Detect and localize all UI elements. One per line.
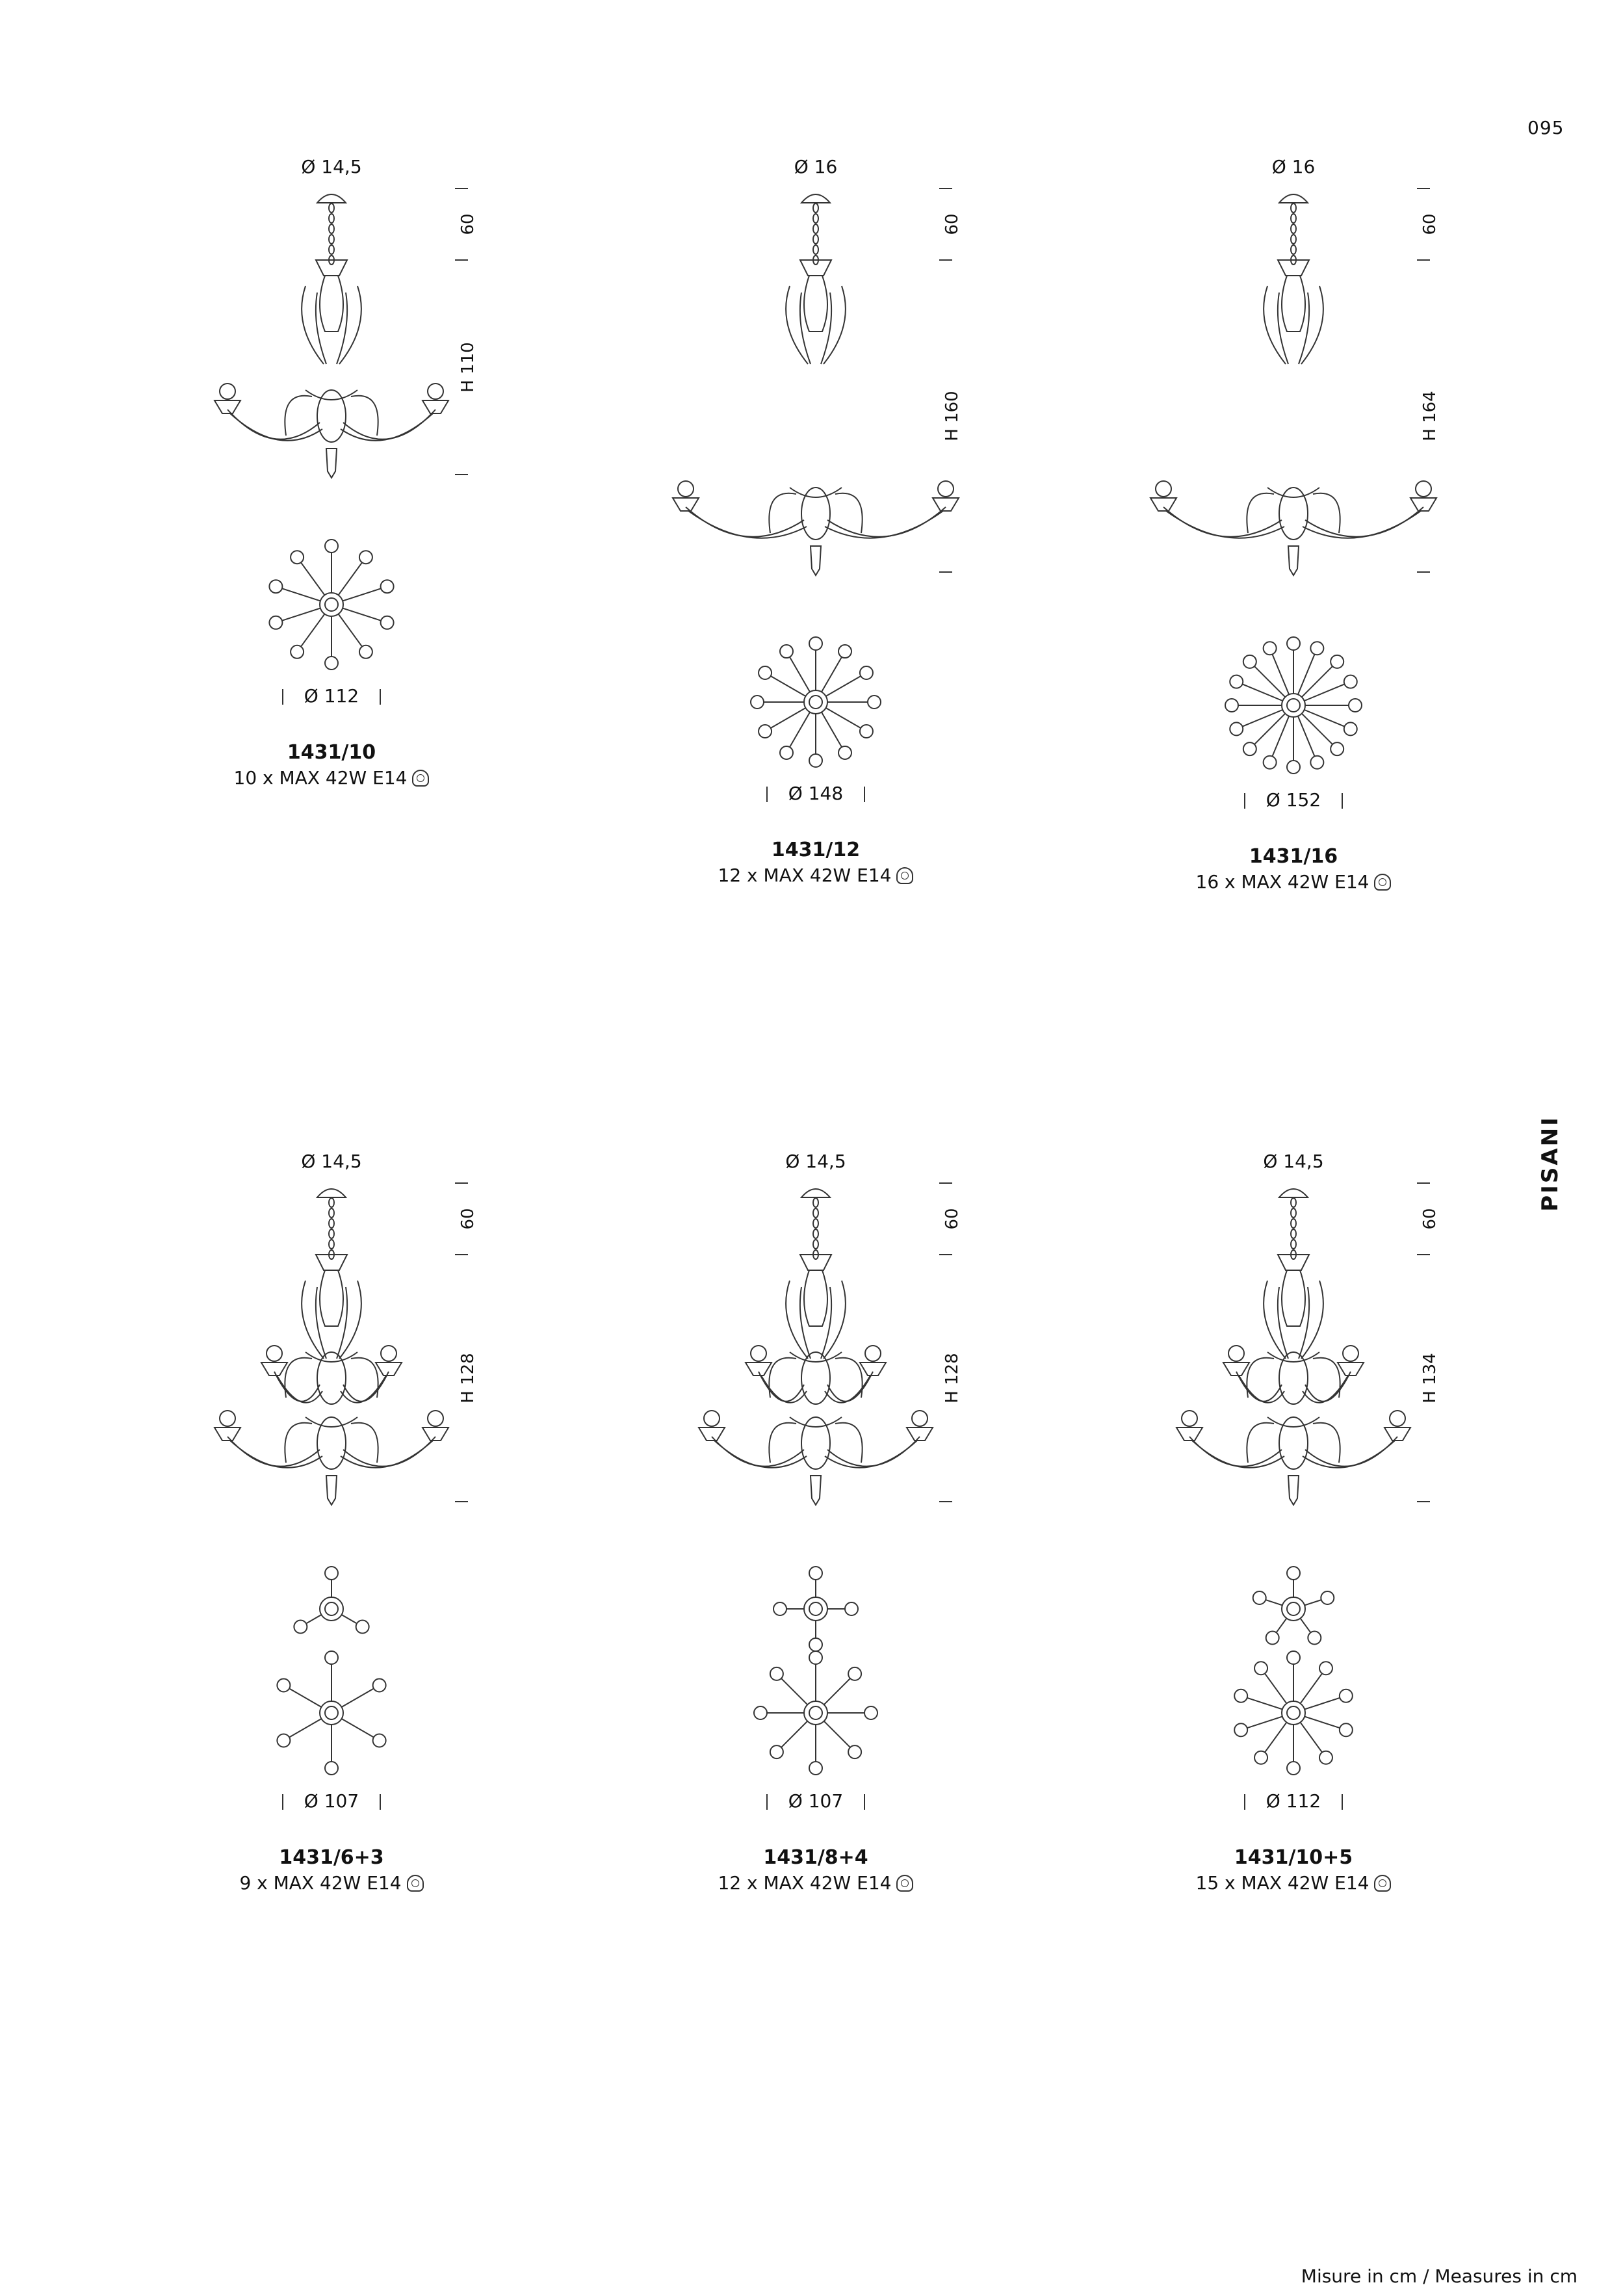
lamp-spec: 10 x MAX 42W E14	[233, 767, 408, 789]
bulb-icon	[407, 1875, 424, 1892]
chandelier-drawing	[1098, 1151, 1566, 2028]
product-card	[621, 1151, 1089, 2028]
product-code: 1431/16	[1249, 845, 1338, 868]
bulb-icon	[1374, 1875, 1391, 1892]
chain-length: 60	[942, 1208, 962, 1230]
product-spec-line	[136, 767, 526, 789]
height-dimension: H 128	[458, 1353, 478, 1403]
product-card	[1098, 1151, 1566, 2028]
top-diameter: Ø 16	[1271, 156, 1316, 177]
product-spec-line	[621, 1872, 1011, 1894]
plan-diameter: Ø 112	[304, 685, 359, 707]
plan-diameter: Ø 107	[788, 1790, 844, 1812]
product-code: 1431/10	[287, 741, 376, 764]
chain-length: 60	[458, 213, 478, 235]
top-diameter: Ø 14,5	[785, 1151, 846, 1172]
product-card	[136, 1151, 604, 2028]
lamp-spec: 15 x MAX 42W E14	[1195, 1872, 1370, 1894]
height-dimension: H 160	[942, 391, 962, 441]
footer-note: Misure in cm / Measures in cm	[1301, 2265, 1578, 2287]
product-spec-line	[1098, 871, 1488, 893]
height-dimension: H 134	[1420, 1353, 1440, 1403]
height-dimension: H 164	[1420, 391, 1440, 441]
bulb-icon	[1374, 874, 1391, 891]
product-spec-line	[1098, 1872, 1488, 1894]
height-dimension: H 128	[942, 1353, 962, 1403]
top-diameter: Ø 14,5	[301, 156, 362, 177]
product-code: 1431/10+5	[1234, 1846, 1353, 1869]
plan-diameter: Ø 107	[304, 1790, 359, 1812]
product-card	[621, 156, 1089, 1034]
bulb-icon	[896, 1875, 913, 1892]
chandelier-drawing	[1098, 156, 1566, 1034]
height-dimension: H 110	[458, 342, 478, 393]
top-diameter: Ø 16	[794, 156, 838, 177]
chandelier-drawing	[136, 1151, 604, 2028]
product-spec-line	[621, 865, 1011, 886]
chandelier-drawing	[621, 156, 1089, 1034]
collection-title: PISANI	[1537, 1115, 1563, 1212]
chain-length: 60	[1420, 213, 1440, 235]
chandelier-drawing	[621, 1151, 1089, 2028]
chandelier-drawing	[136, 156, 604, 1034]
bulb-icon	[412, 770, 429, 787]
plan-diameter: Ø 112	[1266, 1790, 1321, 1812]
chain-length: 60	[1420, 1208, 1440, 1230]
top-diameter: Ø 14,5	[301, 1151, 362, 1172]
lamp-spec: 12 x MAX 42W E14	[718, 1872, 892, 1894]
lamp-spec: 16 x MAX 42W E14	[1195, 871, 1370, 893]
page-number: 095	[1527, 117, 1565, 138]
product-card	[136, 156, 604, 1034]
top-diameter: Ø 14,5	[1263, 1151, 1324, 1172]
product-spec-line	[136, 1872, 526, 1894]
lamp-spec: 12 x MAX 42W E14	[718, 865, 892, 886]
bulb-icon	[896, 867, 913, 884]
product-code: 1431/8+4	[763, 1846, 868, 1869]
lamp-spec: 9 x MAX 42W E14	[239, 1872, 402, 1894]
chain-length: 60	[942, 213, 962, 235]
product-card	[1098, 156, 1566, 1034]
plan-diameter: Ø 148	[788, 783, 844, 804]
plan-diameter: Ø 152	[1266, 789, 1321, 811]
product-code: 1431/12	[771, 839, 861, 861]
product-code: 1431/6+3	[279, 1846, 384, 1869]
chain-length: 60	[458, 1208, 478, 1230]
